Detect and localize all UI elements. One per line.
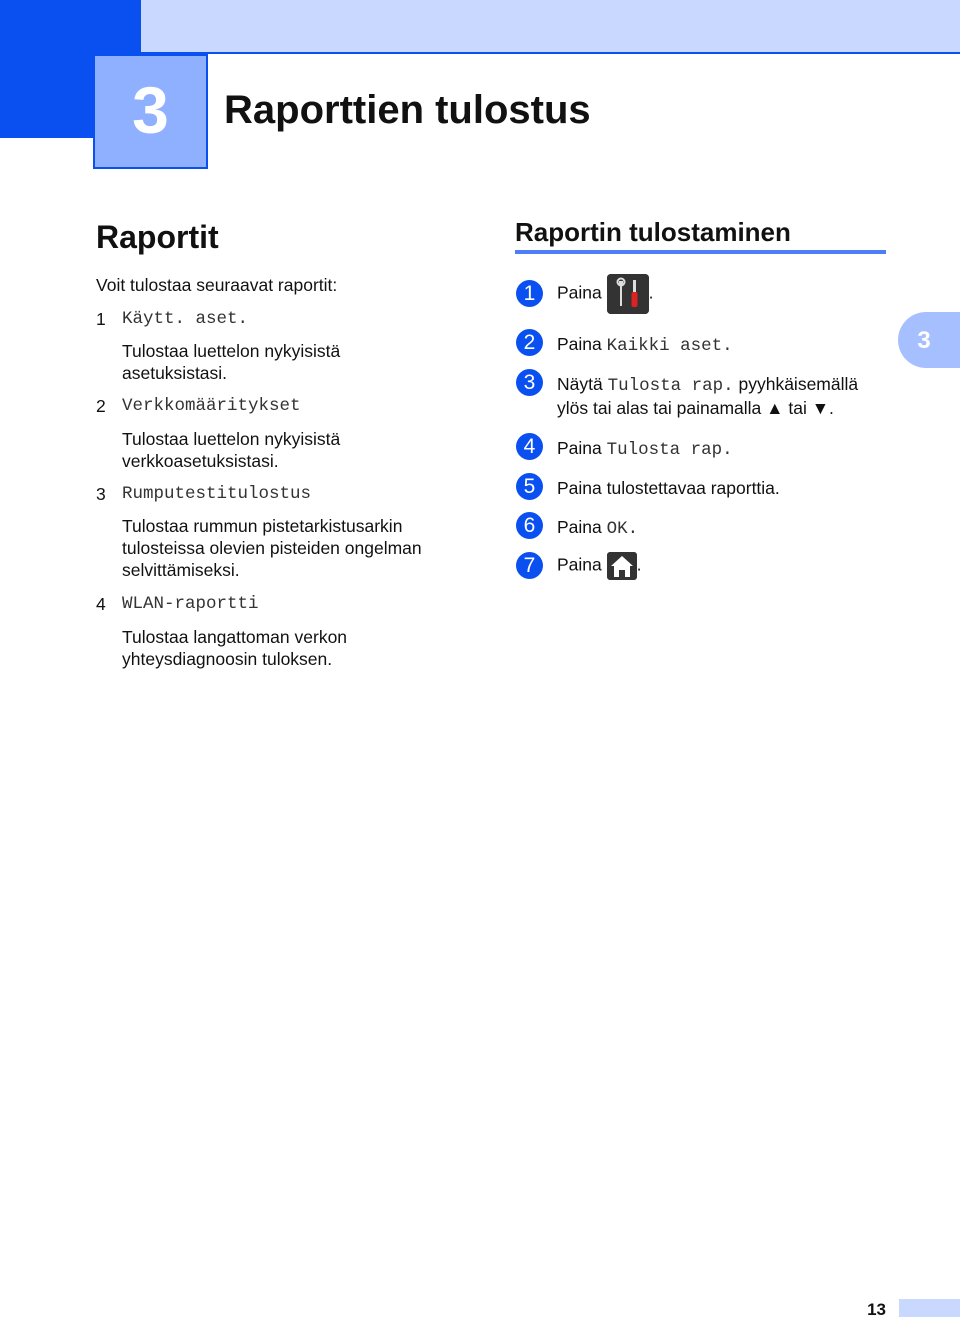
report-description-line: Tulostaa luettelon nykyisistä [122,429,341,449]
step-prefix: Paina [557,438,602,458]
section-title: Raportit [96,219,219,255]
step-number: 6 [516,512,543,539]
intro-text: Voit tulostaa seuraavat raportit: [96,275,338,295]
report-number: 2 [96,396,106,416]
step-text [557,437,897,461]
step-number: 5 [516,473,543,500]
header-band-top [141,0,960,52]
step-code: Tulosta rap. [607,376,734,396]
step-prefix: Paina [557,282,602,303]
step-text-tai: tai [788,398,807,418]
chapter-title: Raporttien tulostus [224,88,591,132]
report-name: Verkkomääritykset [122,396,301,416]
step-text [557,373,897,419]
report-description [122,340,462,384]
step-number: 1 [516,280,543,307]
step-text-line2: ylös tai alas tai painamalla [557,398,762,418]
step-text [557,333,897,357]
step-text-after-code: pyyhkäisemällä [733,374,859,394]
step-prefix: Näytä [557,374,603,394]
report-description-line: Tulostaa luettelon nykyisistä [122,341,341,361]
page-number: 13 [867,1300,886,1319]
step-number: 7 [516,552,543,579]
subsection-underline [515,250,886,254]
report-number: 1 [96,309,106,329]
home-icon [607,552,637,580]
report-description-line: tulosteissa olevien pisteiden ongelman [122,538,422,558]
report-description-line: Tulostaa langattoman verkon [122,627,348,647]
chapter-number: 3 [132,73,169,147]
settings-tools-icon [607,274,649,314]
chapter-side-tab-label: 3 [917,327,931,354]
step-text-end: . [829,398,834,418]
report-description-line: yhteysdiagnoosin tuloksen. [122,649,333,669]
header-band-line [141,52,960,54]
step-number: 3 [516,369,543,396]
step-text [557,552,897,580]
report-name: Rumputestitulostus [122,484,312,504]
step-number: 2 [516,329,543,356]
up-arrow-icon: ▲ [766,398,784,418]
report-description-line: Tulostaa rummun pistetarkistusarkin [122,516,403,536]
step-prefix: Paina [557,334,602,354]
report-name: Käytt. aset. [122,309,249,329]
step-number: 4 [516,433,543,460]
step-code: Tulosta rap. [606,440,733,460]
step-prefix: Paina [557,554,602,575]
step-code: Kaikki aset. [606,336,733,356]
report-description-line: selvittämiseksi. [122,560,240,580]
step-text [557,274,897,314]
down-arrow-icon: ▼ [811,398,830,418]
step-suffix: . [648,282,654,303]
report-description [122,428,462,472]
report-description-line: verkkoasetuksistasi. [122,451,279,471]
step-suffix: . [636,554,642,575]
step-code: OK. [606,519,639,539]
step-prefix: Paina [557,517,602,537]
footer-bar [899,1299,960,1317]
report-number: 3 [96,484,106,504]
subsection-title: Raportin tulostaminen [515,217,791,247]
report-description [122,515,462,581]
report-description-line: asetuksistasi. [122,363,228,383]
step-text [557,516,897,540]
report-name: WLAN-raportti [122,594,259,614]
report-number: 4 [96,594,106,614]
step-text: Paina tulostettavaa raporttia. [557,478,780,498]
report-description [122,626,462,670]
